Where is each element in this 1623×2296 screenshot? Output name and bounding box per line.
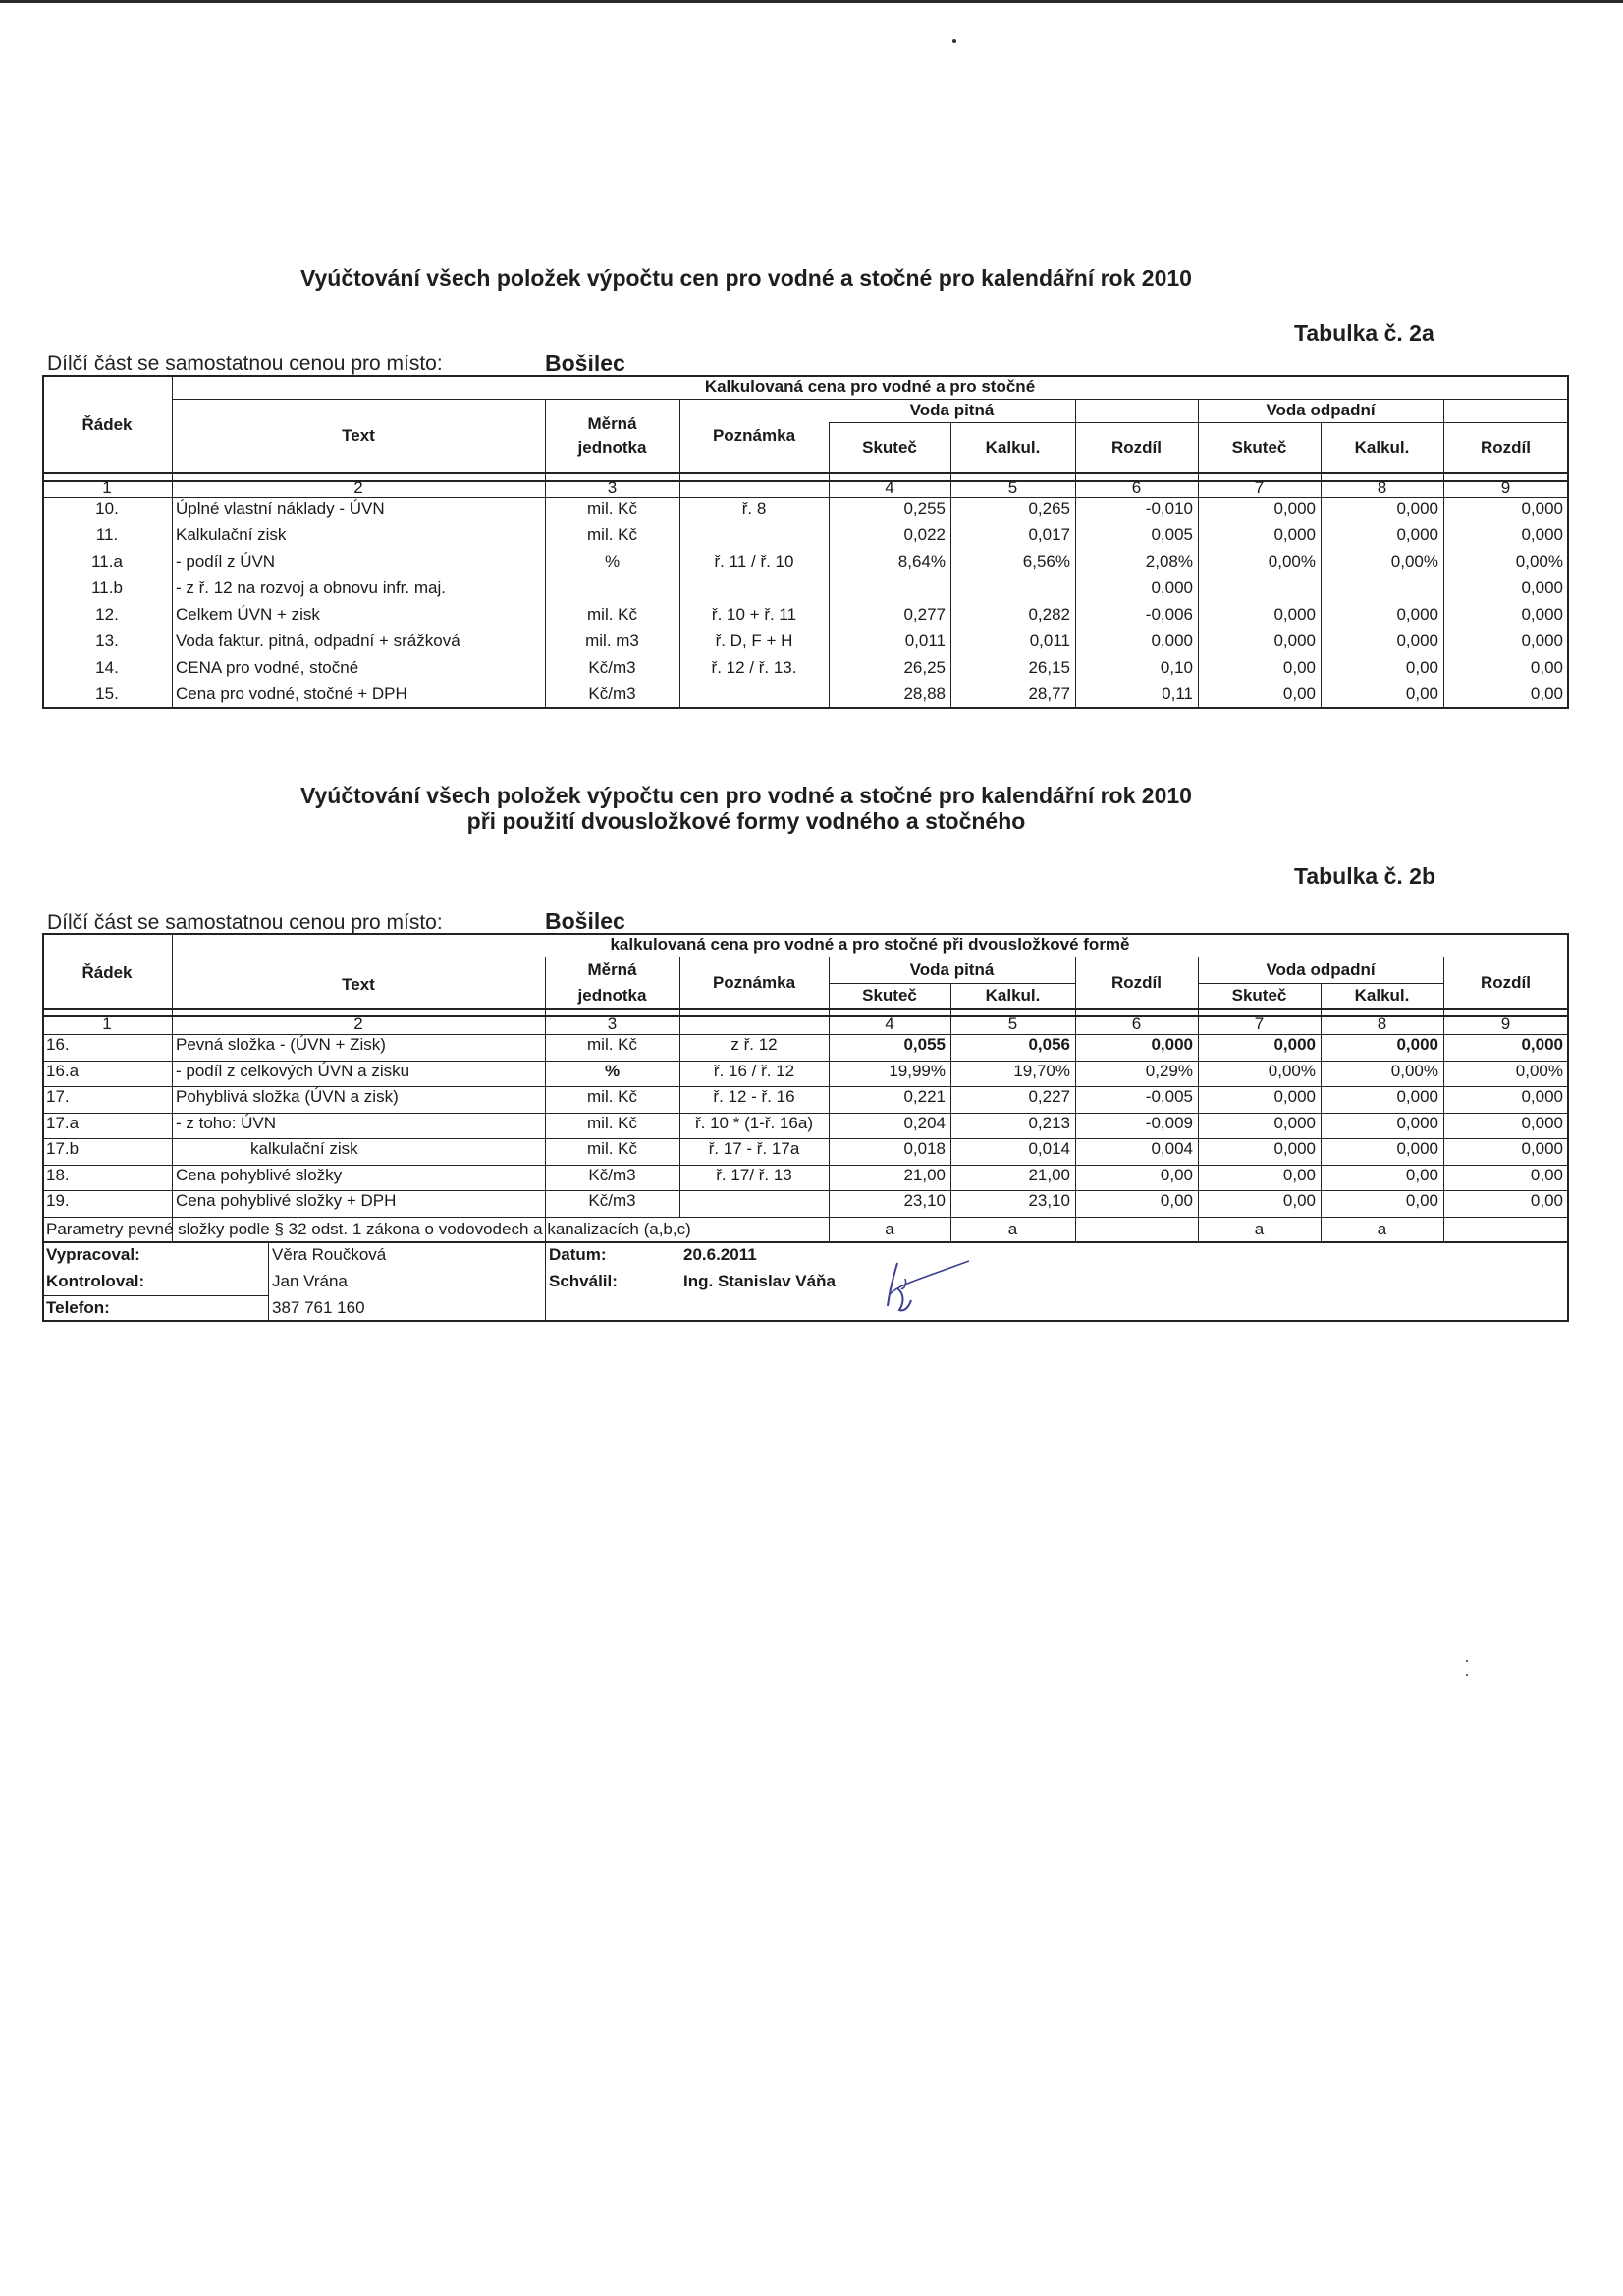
table-a-colnum: 1 [102, 478, 112, 497]
table-b-row-text: Cena pohyblivé složky [176, 1165, 343, 1184]
table-b-row-value-5: 0,056 [1028, 1035, 1070, 1054]
table-a-row-value-5: 28,77 [1028, 684, 1070, 703]
table-a-col-unit-2: jednotka [577, 438, 647, 457]
table-b-row-number: 17. [46, 1087, 70, 1106]
table-a-col-rozdil-1: Rozdíl [1111, 438, 1162, 457]
table-b-row-text: Cena pohyblivé složky + DPH [176, 1191, 397, 1210]
table-b-row-note: ř. 17 - ř. 17a [708, 1139, 800, 1158]
table-a-row-value-6: -0,010 [1145, 499, 1193, 518]
table-b-row-unit: mil. Kč [587, 1035, 637, 1054]
table-b-row-value-9: 0,00 [1530, 1191, 1563, 1210]
table-a-row-unit: mil. Kč [587, 499, 637, 518]
table-a-colnum: 2 [353, 478, 363, 497]
table-a-col-skutec-1: Skuteč [862, 438, 917, 457]
table-a-row-value-8 [1321, 575, 1443, 601]
table-b-col-rozdil-2: Rozdíl [1481, 973, 1531, 992]
table-a-row-note: ř. D, F + H [715, 631, 793, 650]
table-a-colnum: 7 [1254, 478, 1265, 497]
table-a-row-value-7: 0,00% [1268, 552, 1316, 571]
table-a-row-value-7: 0,000 [1273, 499, 1316, 518]
table-a-row-value-9: 0,00 [1530, 658, 1563, 677]
table-a-row-value-8: 0,000 [1396, 499, 1438, 518]
table-a-row-value-7: 0,000 [1273, 631, 1316, 650]
params-label: Parametry pevné složky podle § 32 odst. 1 zákona o vodovodech a kanalizacích (a,b,c) [46, 1220, 691, 1238]
table-b-row-number: 17.b [46, 1139, 80, 1158]
table-a-row-value-4: 0,022 [903, 525, 946, 544]
table-b-row-unit: mil. Kč [587, 1087, 637, 1106]
table-b-colnum: 4 [885, 1014, 894, 1033]
table-b-colnum: 8 [1377, 1014, 1387, 1033]
table-b-row-value-7: 0,00% [1268, 1061, 1316, 1080]
table-a-row-unit: % [604, 552, 621, 571]
table-a-row-value-8: 0,00% [1390, 552, 1438, 571]
phone-label: Telefon: [46, 1298, 110, 1317]
scan-speck [1466, 1674, 1468, 1676]
table-b-row-value-5: 0,227 [1028, 1087, 1070, 1106]
table-a-row-value-9: 0,000 [1521, 525, 1563, 544]
table-a-row-value-9: 0,000 [1521, 578, 1563, 597]
table-a-row-note [679, 682, 829, 707]
table-a-row-text: Celkem ÚVN + zisk [176, 605, 320, 624]
table-a-row-value-5: 0,282 [1028, 605, 1070, 624]
table-a-col-unit-1: Měrná [587, 414, 637, 433]
table-a-row-value-6: 0,005 [1151, 525, 1193, 544]
table-a-row-note: ř. 12 / ř. 13. [711, 658, 797, 677]
table-a-row-unit: mil. Kč [587, 525, 637, 544]
table-b-row-value-8: 0,000 [1396, 1139, 1438, 1158]
table-b-row-text: Pevná složka - (ÚVN + Zisk) [176, 1035, 386, 1054]
table-a-title: Vyúčtování všech položek výpočtu cen pro vodné a stočné pro kalendářní rok 2010 [300, 265, 1192, 291]
date-label: Datum: [549, 1245, 607, 1264]
table-a-row-unit: mil. m3 [585, 631, 639, 650]
table-b-row-number: 16. [46, 1035, 70, 1054]
table-b-row-value-6: 0,000 [1151, 1035, 1193, 1054]
table-a-col-kalkul-2: Kalkul. [1354, 438, 1410, 457]
table-b-col-odpadni: Voda odpadní [1266, 960, 1376, 979]
table-a-place: Bošilec [545, 351, 625, 376]
table-b-row-value-7: 0,00 [1282, 1191, 1316, 1210]
table-a-row-number: 14. [95, 658, 119, 677]
table-a-row-text: Cena pro vodné, stočné + DPH [176, 684, 407, 703]
table-a-row-number: 11.a [91, 552, 123, 571]
table-b-title: Vyúčtování všech položek výpočtu cen pro vodné a stočné pro kalendářní rok 2010 [300, 783, 1192, 808]
table-b-row-unit: mil. Kč [587, 1139, 637, 1158]
table-a-row-value-6: 0,000 [1151, 631, 1193, 650]
table-a-row-value-4 [829, 575, 950, 601]
table-b-colnum: 9 [1500, 1014, 1511, 1033]
table-a-colnum: 3 [607, 478, 618, 497]
table-a-col-rozdil-2: Rozdíl [1481, 438, 1531, 457]
table-b-row-value-8: 0,000 [1396, 1113, 1438, 1132]
table-b-row-value-8: 0,00% [1390, 1061, 1438, 1080]
params-value-5: a [1007, 1220, 1018, 1238]
table-b-row-value-6: 0,004 [1151, 1139, 1193, 1158]
checked-by-name: Jan Vrána [272, 1272, 348, 1290]
table-b-row-value-4: 0,204 [903, 1113, 946, 1132]
table-b-col-skutec-2: Skuteč [1231, 986, 1287, 1005]
table-a-row-value-4: 8,64% [897, 552, 946, 571]
phone-number: 387 761 160 [272, 1298, 365, 1317]
table-a-row-number: 11. [95, 525, 119, 544]
table-a-row-value-9: 0,000 [1521, 605, 1563, 624]
table-a-row-value-4: 28,88 [903, 684, 946, 703]
table-a-row-value-9: 0,000 [1521, 631, 1563, 650]
table-b-row-value-4: 0,221 [903, 1087, 946, 1106]
table-b-row-value-4: 19,99% [889, 1061, 946, 1080]
table-b-row-value-5: 0,014 [1028, 1139, 1070, 1158]
date-value: 20.6.2011 [683, 1245, 757, 1264]
table-b-row-value-9: 0,00 [1530, 1165, 1563, 1184]
table-b-row-note [679, 1188, 829, 1214]
table-b-col-kalkul-1: Kalkul. [985, 986, 1041, 1005]
table-b-row-value-9: 0,000 [1521, 1087, 1563, 1106]
table-b-colnum: 5 [1007, 1014, 1018, 1033]
table-b-row-unit: Kč/m3 [588, 1165, 636, 1184]
table-a-row-unit: mil. Kč [587, 605, 637, 624]
table-b-row-note: ř. 17/ ř. 13 [716, 1165, 792, 1184]
table-b-row-value-4: 21,00 [903, 1165, 946, 1184]
table-a-row-value-4: 0,277 [903, 605, 946, 624]
table-a-col-radek: Řádek [81, 415, 133, 434]
table-a-row-text: CENA pro vodné, stočné [176, 658, 359, 677]
table-a-row-text: Voda faktur. pitná, odpadní + srážková [176, 631, 460, 650]
table-b-col-text: Text [342, 975, 375, 994]
table-a-row-note: ř. 8 [741, 499, 767, 518]
table-a-colnum: 6 [1131, 478, 1142, 497]
table-b-row-value-4: 0,055 [903, 1035, 946, 1054]
table-a-col-kalkul-1: Kalkul. [985, 438, 1041, 457]
table-a-row-value-7: 0,00 [1282, 658, 1316, 677]
table-b-col-rozdil-1: Rozdíl [1111, 973, 1162, 992]
table-b-row-note: ř. 12 - ř. 16 [713, 1087, 795, 1106]
approved-by-label: Schválil: [549, 1272, 618, 1290]
table-b-row-text: - z toho: ÚVN [176, 1113, 277, 1132]
table-b-col-unit-1: Měrná [587, 960, 637, 979]
table-a-row-value-6: 2,08% [1145, 552, 1193, 571]
prepared-by-label: Vypracoval: [46, 1245, 140, 1264]
table-a-row-value-6: 0,000 [1151, 578, 1193, 597]
table-b-row-value-4: 0,018 [903, 1139, 946, 1158]
scan-top-edge [0, 0, 1623, 3]
table-b-col-radek: Řádek [81, 963, 133, 982]
table-a-part-label: Dílčí část se samostatnou cenou pro místo: [47, 353, 443, 375]
table-b-colnum: 6 [1131, 1014, 1142, 1033]
table-b-row-value-5: 23,10 [1028, 1191, 1070, 1210]
table-a-colnum: 5 [1007, 478, 1018, 497]
table-a-row-note: ř. 10 + ř. 11 [711, 605, 797, 624]
table-b-row-value-9: 0,00% [1515, 1061, 1563, 1080]
table-a-row-number: 15. [95, 684, 119, 703]
table-b-row-value-8: 0,00 [1405, 1191, 1438, 1210]
table-a-row-unit: Kč/m3 [588, 658, 636, 677]
table-a-col-pitna: Voda pitná [909, 401, 995, 419]
table-a-row-text: - podíl z ÚVN [176, 552, 276, 571]
table-b-part-label: Dílčí část se samostatnou cenou pro místo: [47, 911, 443, 934]
table-a-row-number: 12. [95, 605, 119, 624]
table-a-row-value-8: 0,000 [1396, 605, 1438, 624]
table-b-row-value-8: 0,00 [1405, 1165, 1438, 1184]
table-a-row-value-8: 0,000 [1396, 525, 1438, 544]
table-a-row-note: ř. 11 / ř. 10 [714, 552, 794, 571]
table-b-col-pitna: Voda pitná [909, 960, 995, 979]
table-b-row-note: z ř. 12 [730, 1035, 778, 1054]
table-b-row-note: ř. 10 * (1-ř. 16a) [695, 1113, 813, 1132]
table-b-row-unit: mil. Kč [587, 1113, 637, 1132]
table-a-row-note [679, 522, 829, 548]
table-a-row-value-7: 0,000 [1273, 525, 1316, 544]
table-b-row-value-4: 23,10 [903, 1191, 946, 1210]
table-b-row-number: 17.a [46, 1113, 80, 1132]
table-b-row-value-6: 0,00 [1160, 1165, 1193, 1184]
table-b-colnum: 3 [607, 1014, 618, 1033]
table-b-col-note: Poznámka [712, 973, 796, 992]
table-b-row-number: 18. [46, 1165, 70, 1184]
table-b-row-value-9: 0,000 [1521, 1113, 1563, 1132]
table-b-row-value-7: 0,000 [1273, 1035, 1316, 1054]
table-a-col-skutec-2: Skuteč [1231, 438, 1287, 457]
table-a-row-value-7 [1198, 575, 1321, 601]
table-b-group-header: kalkulovaná cena pro vodné a pro stočné při dvousložkové formě [610, 935, 1130, 954]
table-b-row-value-5: 0,213 [1028, 1113, 1070, 1132]
table-b-row-number: 16.a [46, 1061, 80, 1080]
params-value-7: a [1254, 1220, 1265, 1238]
table-a-row-text: Úplné vlastní náklady - ÚVN [176, 499, 385, 518]
table-b-col-unit-2: jednotka [577, 986, 647, 1005]
table-b-row-value-6: 0,29% [1145, 1061, 1193, 1080]
table-b-row-note: ř. 16 / ř. 12 [713, 1061, 795, 1080]
table-a-row-value-9: 0,000 [1521, 499, 1563, 518]
table-a-colnum: 4 [885, 478, 894, 497]
table-b-row-value-5: 19,70% [1013, 1061, 1070, 1080]
table-a-row-value-4: 0,255 [903, 499, 946, 518]
table-b-colnum: 2 [353, 1014, 363, 1033]
params-value-8: a [1377, 1220, 1387, 1238]
table-b-col-skutec-1: Skuteč [862, 986, 917, 1005]
table-a-row-value-5 [950, 575, 1075, 601]
table-a-row-value-4: 26,25 [903, 658, 946, 677]
table-b-row-unit: % [604, 1061, 621, 1080]
table-a-row-value-4: 0,011 [904, 631, 946, 650]
table-a-row-value-5: 0,017 [1028, 525, 1070, 544]
table-a-row-value-5: 0,265 [1028, 499, 1070, 518]
table-a-row-value-8: 0,000 [1396, 631, 1438, 650]
table-b-row-number: 19. [46, 1191, 70, 1210]
table-a-row-value-9: 0,00% [1515, 552, 1563, 571]
table-a-col-note: Poznámka [712, 426, 796, 445]
scan-speck [1466, 1660, 1468, 1662]
table-b-row-unit: Kč/m3 [588, 1191, 636, 1210]
table-b-row-value-7: 0,000 [1273, 1139, 1316, 1158]
table-a-group-header: Kalkulovaná cena pro vodné a pro stočné [704, 377, 1036, 396]
table-b-colnum: 1 [102, 1014, 112, 1033]
table-a-row-number: 10. [95, 499, 119, 518]
table-a-row-value-5: 6,56% [1022, 552, 1070, 571]
table-a-number: Tabulka č. 2a [1294, 320, 1434, 346]
table-a-row-value-8: 0,00 [1405, 684, 1438, 703]
table-b-row-value-7: 0,000 [1273, 1087, 1316, 1106]
table-b-row-value-6: -0,009 [1145, 1113, 1193, 1132]
table-b-row-value-5: 21,00 [1028, 1165, 1070, 1184]
table-b-row-value-8: 0,000 [1396, 1087, 1438, 1106]
table-b-row-value-9: 0,000 [1521, 1035, 1563, 1054]
table-a-row-note [679, 575, 829, 601]
checked-by-label: Kontroloval: [46, 1272, 145, 1290]
table-a-row-value-6: 0,10 [1160, 658, 1193, 677]
table-b-col-kalkul-2: Kalkul. [1354, 986, 1410, 1005]
table-a-colnum: 8 [1377, 478, 1387, 497]
table-a-col-text: Text [342, 426, 375, 445]
table-a-row-number: 11.b [91, 578, 123, 597]
signature-mark [876, 1255, 984, 1318]
approved-by-name: Ing. Stanislav Váňa [683, 1272, 836, 1290]
table-b-row-text: - podíl z celkových ÚVN a zisku [176, 1061, 410, 1080]
table-a-row-value-8: 0,00 [1405, 658, 1438, 677]
table-b-row-value-9: 0,000 [1521, 1139, 1563, 1158]
params-value-4: a [885, 1220, 894, 1238]
table-a-row-value-7: 0,000 [1273, 605, 1316, 624]
table-a-row-text: Kalkulační zisk [176, 525, 287, 544]
table-b-row-value-6: 0,00 [1160, 1191, 1193, 1210]
table-a-row-value-5: 26,15 [1028, 658, 1070, 677]
table-b-subtitle: při použití dvousložkové formy vodného a stočného [466, 808, 1026, 834]
table-a-col-odpadni: Voda odpadní [1266, 401, 1376, 419]
table-a-row-text: - z ř. 12 na rozvoj a obnovu infr. maj. [176, 578, 446, 597]
table-b-row-value-8: 0,000 [1396, 1035, 1438, 1054]
table-a-row-value-5: 0,011 [1029, 631, 1070, 650]
table-b-row-value-7: 0,000 [1273, 1113, 1316, 1132]
table-b-place: Bošilec [545, 908, 625, 934]
table-a-row-unit: Kč/m3 [588, 684, 636, 703]
table-b-number: Tabulka č. 2b [1294, 863, 1436, 889]
table-a-colnum: 9 [1500, 478, 1511, 497]
table-a-row-unit [545, 575, 679, 601]
table-b-row-text: kalkulační zisk [250, 1139, 358, 1158]
scan-speck [952, 39, 956, 43]
table-a-row-value-6: 0,11 [1162, 684, 1193, 703]
table-a-row-value-6: -0,006 [1145, 605, 1193, 624]
table-b-row-text: Pohyblivá složka (ÚVN a zisk) [176, 1087, 399, 1106]
table-b-row-value-6: -0,005 [1145, 1087, 1193, 1106]
table-b-colnum: 7 [1254, 1014, 1265, 1033]
table-b-row-value-7: 0,00 [1282, 1165, 1316, 1184]
table-a-row-number: 13. [95, 631, 119, 650]
prepared-by-name: Věra Roučková [272, 1245, 387, 1264]
table-a-row-value-9: 0,00 [1530, 684, 1563, 703]
table-a-row-value-7: 0,00 [1282, 684, 1316, 703]
